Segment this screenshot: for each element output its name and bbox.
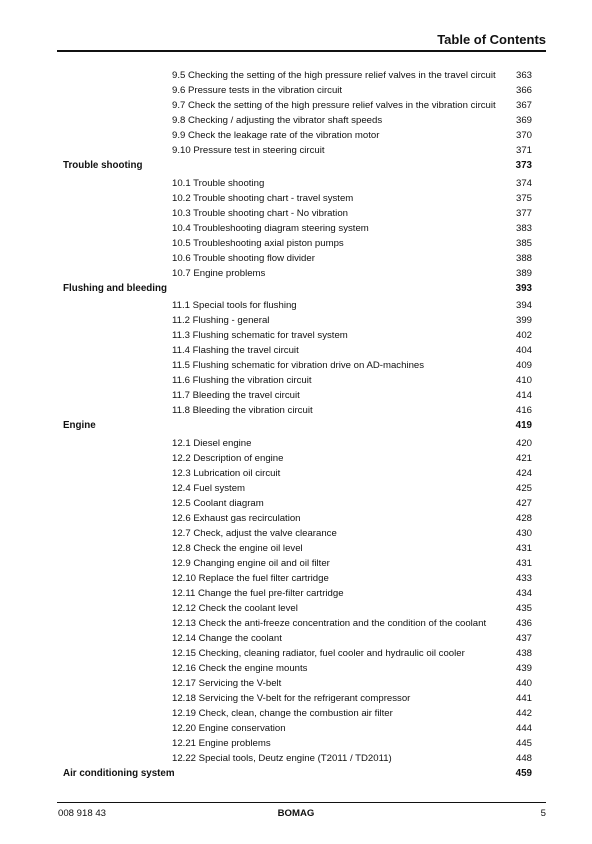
toc-page-number: 375: [515, 192, 532, 204]
toc-page-number: 431: [515, 542, 532, 554]
toc-entry-title: 10.3 Trouble shooting chart - No vibration: [172, 207, 348, 219]
toc-page-number: 369: [515, 115, 532, 126]
toc-page-number: 416: [515, 405, 532, 417]
toc-entry-title: 9.6 Pressure tests in the vibration circuit: [172, 85, 343, 96]
toc-page-number: 434: [515, 587, 532, 599]
toc-page-number: 402: [515, 330, 532, 342]
toc-entry-title: 9.8 Checking / adjusting the vibrator shaft speeds: [172, 115, 383, 126]
toc-entry-title: 12.10 Replace the fuel filter cartridge: [172, 572, 329, 584]
toc-entry-row[interactable]: [0, 466, 592, 481]
toc-page-number: 363: [515, 70, 532, 81]
toc-entry-title: 11.3 Flushing schematic for travel system: [172, 330, 348, 342]
toc-page-number: 393: [515, 282, 532, 294]
toc-entry-row[interactable]: [0, 736, 592, 751]
toc-entry-row[interactable]: [0, 328, 592, 343]
toc-entry-title: 12.4 Fuel system: [172, 482, 246, 494]
toc-page-number: 437: [515, 632, 532, 644]
toc-page-number: 371: [515, 145, 532, 156]
toc-section-row[interactable]: [0, 158, 592, 174]
toc-section-title: Flushing and bleeding: [63, 282, 167, 294]
toc-entry-row[interactable]: [0, 206, 592, 221]
toc-entry-row[interactable]: [0, 691, 592, 706]
toc-entry-title: 12.7 Check, adjust the valve clearance: [172, 527, 337, 539]
toc-entry-title: 10.6 Trouble shooting flow divider: [172, 252, 315, 264]
toc-entry-title: 9.9 Check the leakage rate of the vibration motor: [172, 130, 380, 141]
toc-entry-title: 11.7 Bleeding the travel circuit: [172, 390, 300, 402]
toc-section-row[interactable]: [0, 281, 592, 297]
toc-entry-row[interactable]: [0, 676, 592, 691]
toc-entry-title: 12.6 Exhaust gas recirculation: [172, 512, 301, 524]
toc-page-number: 410: [515, 375, 532, 387]
toc-entry-row[interactable]: [0, 298, 592, 313]
toc-page-number: 374: [515, 177, 532, 189]
toc-page-number: 399: [515, 315, 532, 327]
toc-entry-row[interactable]: [0, 403, 592, 418]
toc-entry-title: 11.1 Special tools for flushing: [172, 300, 297, 312]
toc-page-number: 459: [515, 767, 532, 779]
toc-page-number: 414: [515, 390, 532, 402]
toc-entry-title: 12.21 Engine problems: [172, 737, 271, 749]
toc-entry-row[interactable]: [0, 251, 592, 266]
toc-section-row[interactable]: [0, 766, 592, 782]
toc-entry-title: 11.6 Flushing the vibration circuit: [172, 375, 312, 387]
toc-entry-title: 12.2 Description of engine: [172, 452, 284, 464]
toc-entry-row[interactable]: [0, 616, 592, 631]
toc-page-number: 388: [515, 252, 532, 264]
toc-entry-title: 12.18 Servicing the V-belt for the refrigerant compressor: [172, 692, 411, 704]
toc-entry-row[interactable]: [0, 191, 592, 206]
toc-entry-title: 12.3 Lubrication oil circuit: [172, 467, 281, 479]
toc-page-number: 367: [515, 100, 532, 111]
toc-entry-row[interactable]: [0, 481, 592, 496]
toc-section-title: Trouble shooting: [63, 160, 143, 171]
toc-section-row[interactable]: [0, 418, 592, 434]
toc-page-number: 444: [515, 722, 532, 734]
toc-entry-row[interactable]: [0, 68, 592, 83]
toc-section-title: Air conditioning system: [63, 767, 175, 779]
toc-entry-row[interactable]: [0, 221, 592, 236]
toc-entry-title: 12.12 Check the coolant level: [172, 602, 298, 614]
toc-entry-title: 9.5 Checking the setting of the high pressure relief valves in the travel circuit: [172, 70, 496, 81]
toc-page-number: 404: [515, 345, 532, 357]
toc-page-number: 439: [515, 662, 532, 674]
toc-entry-row[interactable]: [0, 721, 592, 736]
toc-entry-title: 11.2 Flushing - general: [172, 315, 270, 327]
page-header-title: Table of Contents: [437, 32, 546, 47]
toc-entry-row[interactable]: [0, 358, 592, 373]
table-of-contents: [0, 68, 592, 783]
toc-page-number: 425: [515, 482, 532, 494]
toc-page-number: 366: [515, 85, 532, 96]
toc-page-number: 435: [515, 602, 532, 614]
toc-entry-row[interactable]: [0, 128, 592, 143]
toc-entry-row[interactable]: [0, 113, 592, 128]
toc-entry-row[interactable]: [0, 98, 592, 113]
toc-page-number: 440: [515, 677, 532, 689]
toc-entry-row[interactable]: [0, 236, 592, 251]
toc-entry-title: 12.13 Check the anti-freeze concentration and the condition of the coolant: [172, 617, 487, 629]
toc-page-number: 445: [515, 737, 532, 749]
toc-entry-row[interactable]: [0, 343, 592, 358]
toc-page-number: 373: [515, 160, 532, 171]
toc-entry-title: 12.8 Check the engine oil level: [172, 542, 303, 554]
toc-page-number: 430: [515, 527, 532, 539]
toc-entry-title: 12.20 Engine conservation: [172, 722, 286, 734]
toc-entry-row[interactable]: [0, 388, 592, 403]
toc-entry-title: 12.17 Servicing the V-belt: [172, 677, 282, 689]
toc-entry-title: 12.9 Changing engine oil and oil filter: [172, 557, 330, 569]
toc-entry-title: 12.11 Change the fuel pre-filter cartridge: [172, 587, 344, 599]
toc-entry-title: 12.14 Change the coolant: [172, 632, 282, 644]
toc-entry-row[interactable]: [0, 631, 592, 646]
toc-entry-row[interactable]: [0, 586, 592, 601]
toc-entry-row[interactable]: [0, 706, 592, 721]
toc-entry-title: 10.1 Trouble shooting: [172, 177, 265, 189]
toc-page-number: 394: [515, 300, 532, 312]
toc-entry-title: 10.2 Trouble shooting chart - travel system: [172, 192, 354, 204]
toc-page-number: 427: [515, 497, 532, 509]
toc-entry-row[interactable]: [0, 661, 592, 676]
toc-entry-title: 12.22 Special tools, Deutz engine (T2011 / TD2011): [172, 752, 392, 764]
toc-entry-row[interactable]: [0, 143, 592, 158]
toc-page-number: 438: [515, 647, 532, 659]
toc-page-number: 428: [515, 512, 532, 524]
toc-entry-title: 12.5 Coolant diagram: [172, 497, 264, 509]
toc-page-number: 448: [515, 752, 532, 764]
toc-page-number: 433: [515, 572, 532, 584]
toc-page-number: 436: [515, 617, 532, 629]
toc-entry-title: 10.7 Engine problems: [172, 267, 266, 279]
toc-page-number: 385: [515, 237, 532, 249]
toc-entry-row[interactable]: [0, 266, 592, 281]
toc-entry-title: 12.1 Diesel engine: [172, 437, 252, 449]
header-divider: [57, 50, 546, 52]
toc-page-number: 409: [515, 360, 532, 372]
toc-entry-row[interactable]: [0, 373, 592, 388]
toc-entry-row[interactable]: [0, 83, 592, 98]
toc-entry-row[interactable]: [0, 601, 592, 616]
document-number: 008 918 43: [58, 808, 107, 819]
toc-section-title: Engine: [63, 420, 96, 432]
toc-entry-title: 12.16 Check the engine mounts: [172, 662, 308, 674]
toc-entry-row[interactable]: [0, 526, 592, 541]
toc-entry-row[interactable]: [0, 571, 592, 586]
toc-entry-title: 9.10 Pressure test in steering circuit: [172, 145, 325, 156]
toc-entry-title: 10.4 Troubleshooting diagram steering system: [172, 222, 369, 234]
toc-entry-row[interactable]: [0, 556, 592, 571]
toc-entry-row[interactable]: [0, 496, 592, 511]
toc-entry-title: 12.15 Checking, cleaning radiator, fuel cooler and hydraulic oil cooler: [172, 647, 465, 659]
toc-entry-title: 9.7 Check the setting of the high pressure relief valves in the vibration circuit: [172, 100, 496, 111]
toc-entry-row[interactable]: [0, 646, 592, 661]
brand-name: BOMAG: [277, 808, 315, 819]
toc-entry-title: 12.19 Check, clean, change the combustion air filter: [172, 707, 393, 719]
toc-entry-title: 11.8 Bleeding the vibration circuit: [172, 405, 313, 417]
toc-page-number: 431: [515, 557, 532, 569]
page-number: 5: [540, 808, 546, 819]
toc-entry-title: 11.5 Flushing schematic for vibration drive on AD-machines: [172, 360, 425, 372]
toc-entry-row[interactable]: [0, 313, 592, 328]
toc-entry-row[interactable]: [0, 541, 592, 556]
toc-entry-row[interactable]: [0, 511, 592, 526]
toc-page-number: 419: [515, 420, 532, 432]
toc-page-number: 442: [515, 707, 532, 719]
toc-entry-row[interactable]: [0, 176, 592, 191]
toc-page-number: 420: [515, 437, 532, 449]
toc-entry-row[interactable]: [0, 436, 592, 451]
toc-entry-title: 11.4 Flashing the travel circuit: [172, 345, 299, 357]
toc-entry-title: 10.5 Troubleshooting axial piston pumps: [172, 237, 344, 249]
toc-entry-row[interactable]: [0, 451, 592, 466]
footer-divider: [57, 802, 546, 803]
toc-page-number: 424: [515, 467, 532, 479]
toc-page-number: 370: [515, 130, 532, 141]
toc-page-number: 377: [515, 207, 532, 219]
toc-entry-row[interactable]: [0, 751, 592, 766]
toc-page-number: 389: [515, 267, 532, 279]
toc-page-number: 383: [515, 222, 532, 234]
toc-page-number: 441: [515, 692, 532, 704]
toc-page-number: 421: [515, 452, 532, 464]
